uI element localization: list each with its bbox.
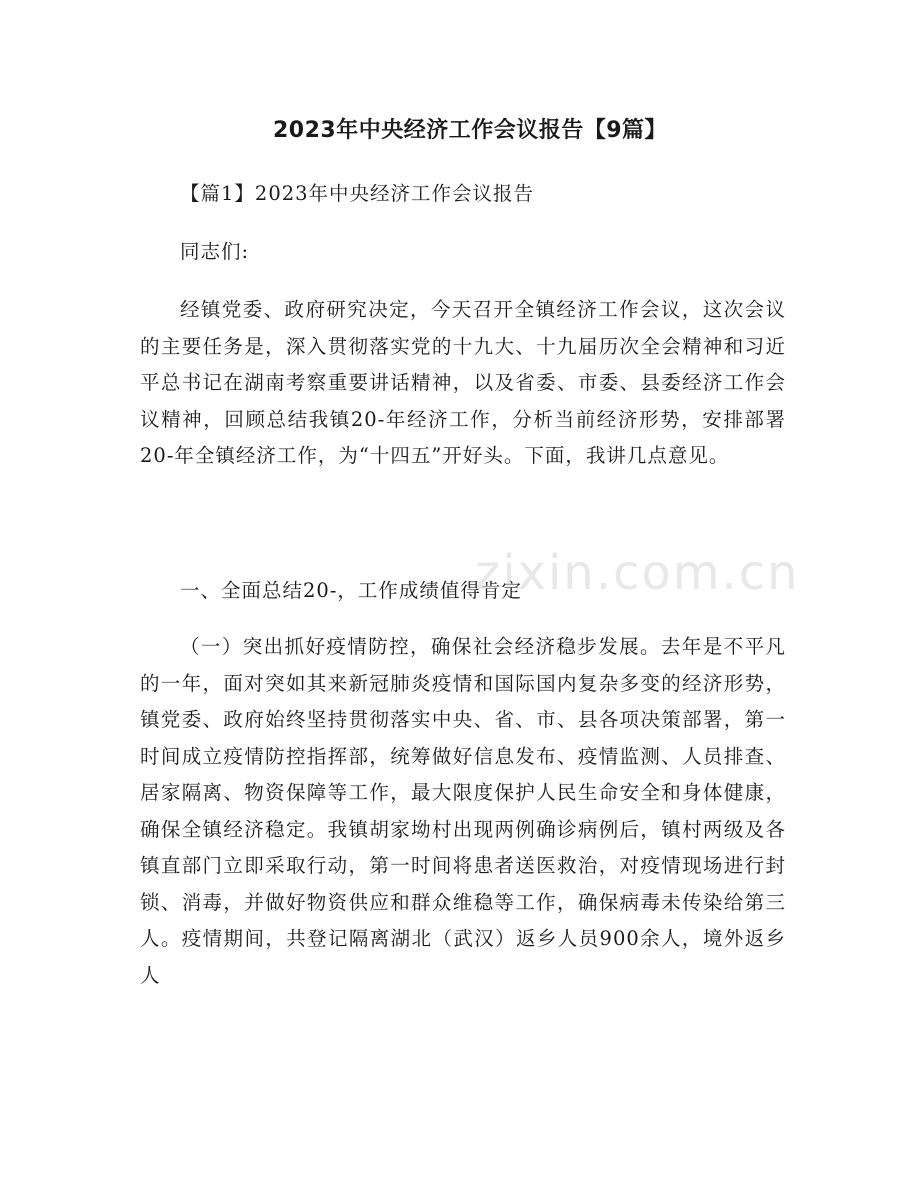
greeting-paragraph: 同志们: (180, 240, 250, 263)
intro-paragraph: 经镇党委、政府研究决定，今天召开全镇经济工作会议，这次会议的主要任务是，深入贯彻落实党的十九大、十九届历次全会精神和习近平总书记在湖南考察重要讲话精神，以及省委、市委、县委经济工作会议精神，回顾总结我镇20-年经济工作，分析当前经济形势，安排部署20-年全镇经济工作，为“十四五”开好头。下面，我讲几点意见。 (140, 298, 786, 467)
section-1-heading: 一、全面总结20-，工作成绩值得肯定 (180, 579, 522, 602)
watermark: zixin.com.cn (475, 545, 800, 601)
section-1-body-paragraph: （一）突出抓好疫情防控，确保社会经济稳步发展。去年是不平凡的一年，面对突如其来新冠肺炎疫情和国际国内复杂多变的经济形势，镇党委、政府始终坚持贯彻落实中央、省、市、县各项决策部署，第一时间成立疫情防控指挥部，统筹做好信息发布、疫情监测、人员排查、居家隔离、物资保障等工作，最大限度保护人民生命安全和身体健康，确保全镇经济稳定。我镇胡家坳村出现两例确诊病例后，镇村两级及各镇直部门立即采取行动，第一时间将患者送医救治，对疫情现场进行封锁、消毒，并做好物资供应和群众维稳等工作，确保病毒未传染给第三人。疫情期间，共登记隔离湖北（武汉）返乡人员900余人，境外返乡人 (140, 635, 786, 987)
article-heading: 【篇1】2023年中央经济工作会议报告 (180, 182, 535, 205)
document-title: 2023年中央经济工作会议报告【9篇】 (272, 118, 668, 143)
